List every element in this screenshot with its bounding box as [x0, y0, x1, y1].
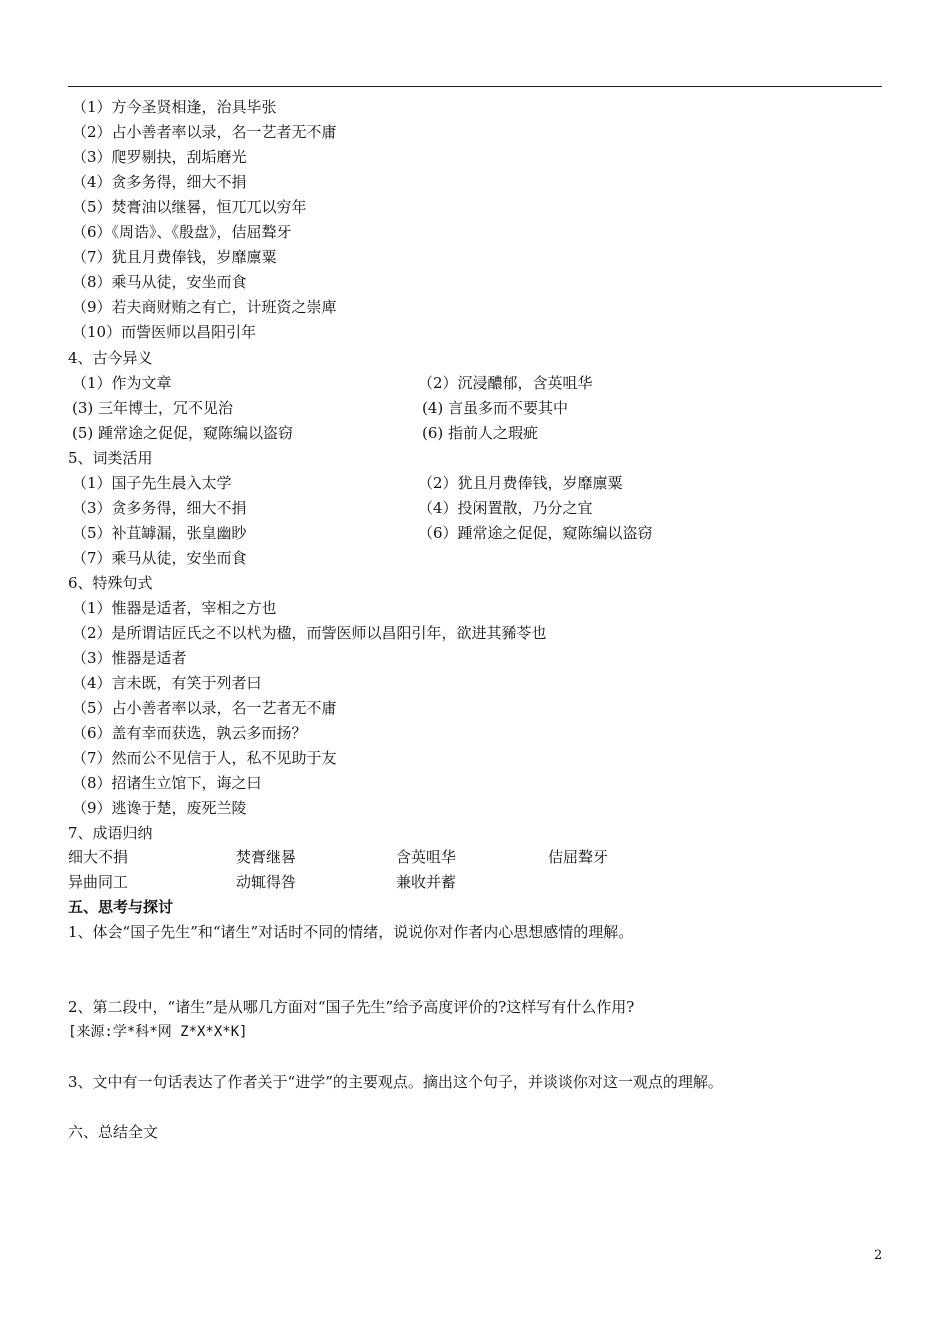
idiom-6: 动辄得咎 [236, 873, 297, 891]
s4-left-3: (5) 踵常途之促促，窥陈编以盗窃 [72, 424, 294, 442]
s6-item-3: （3）惟器是适者 [72, 649, 187, 667]
s3-item-4: （4）贪多务得，细大不捐 [72, 173, 247, 191]
s6-item-1: （1）惟器是适者，宰相之方也 [72, 599, 277, 617]
section-six-heading: 六、总结全文 [68, 1123, 159, 1141]
page-number: 2 [874, 1248, 883, 1263]
s3-item-9: （9）若夫商财贿之有亡，计班资之崇庳 [72, 298, 337, 316]
s4-heading: 4、古今异义 [68, 349, 153, 367]
s4-right-1: （2）沉浸醲郁，含英咀华 [418, 374, 593, 392]
idiom-5: 异曲同工 [68, 873, 129, 891]
s5-left-4: （7）乘马从徒，安坐而食 [72, 549, 247, 567]
s3-item-3: （3）爬罗剔抉，刮垢磨光 [72, 148, 247, 166]
s5-right-1: （2）犹且月费俸钱，岁靡廪粟 [418, 474, 623, 492]
s4-left-2: (3) 三年博士，冗不见治 [72, 399, 234, 417]
s6-item-6: （6）盖有幸而获选，孰云多而扬？ [72, 724, 307, 742]
s3-item-5: （5）焚膏油以继晷，恒兀兀以穷年 [72, 198, 307, 216]
idiom-2: 焚膏继晷 [236, 848, 297, 866]
question-3: 3、文中有一句话表达了作者关于“进学”的主要观点。摘出这个句子，并谈谈你对这一观点的理解。 [68, 1073, 723, 1091]
section-five-heading: 五、思考与探讨 [68, 898, 174, 916]
s6-item-8: （8）招诸生立馆下，诲之曰 [72, 774, 262, 792]
s5-left-1: （1）国子先生晨入太学 [72, 474, 232, 492]
idiom-7: 兼收并蓄 [396, 873, 457, 891]
idiom-4: 佶屈聱牙 [548, 848, 609, 866]
s3-item-2: （2）占小善者率以录，名一艺者无不庸 [72, 123, 337, 141]
s5-right-3: （6）踵常途之促促，窥陈编以盗窃 [418, 524, 653, 542]
s5-heading: 5、词类活用 [68, 449, 153, 467]
s6-heading: 6、特殊句式 [68, 574, 153, 592]
header-rule [68, 86, 882, 87]
s3-item-10: （10）而訾医师以昌阳引年 [72, 323, 257, 341]
s5-left-3: （5）补苴罅漏，张皇幽眇 [72, 524, 247, 542]
s4-right-2: (4) 言虽多而不要其中 [422, 399, 569, 417]
s6-item-9: （9）逃谗于楚，废死兰陵 [72, 799, 247, 817]
s4-left-1: （1）作为文章 [72, 374, 172, 392]
s3-item-1: （1）方今圣贤相逢，治具毕张 [72, 98, 277, 116]
source-note: [来源:学*科*网 Z*X*X*K] [68, 1024, 248, 1040]
s6-item-4: （4）言未既，有笑于列者曰 [72, 674, 262, 692]
s5-right-2: （4）投闲置散，乃分之宜 [418, 499, 593, 517]
s6-item-7: （7）然而公不见信于人，私不见助于友 [72, 749, 337, 767]
s6-item-2: （2）是所谓诘匠氏之不以杙为楹，而訾医师以昌阳引年，欲进其豨苓也 [72, 624, 547, 642]
s3-item-7: （7）犹且月费俸钱，岁靡廪粟 [72, 248, 277, 266]
idiom-1: 细大不捐 [68, 848, 129, 866]
s3-item-8: （8）乘马从徒，安坐而食 [72, 273, 247, 291]
s5-left-2: （3）贪多务得，细大不捐 [72, 499, 247, 517]
question-1: 1、体会“国子先生”和“诸生”对话时不同的情绪，说说你对作者内心思想感情的理解。 [68, 923, 634, 941]
s7-heading: 7、成语归纳 [68, 824, 153, 842]
question-2: 2、第二段中，“诸生”是从哪几方面对“国子先生”给予高度评价的?这样写有什么作用? [68, 998, 635, 1016]
idiom-3: 含英咀华 [396, 848, 457, 866]
s4-right-3: (6) 指前人之瑕疵 [422, 424, 539, 442]
s3-item-6: （6）《周诰》、《殷盘》，佶屈聱牙 [72, 223, 292, 241]
s6-item-5: （5）占小善者率以录，名一艺者无不庸 [72, 699, 337, 717]
